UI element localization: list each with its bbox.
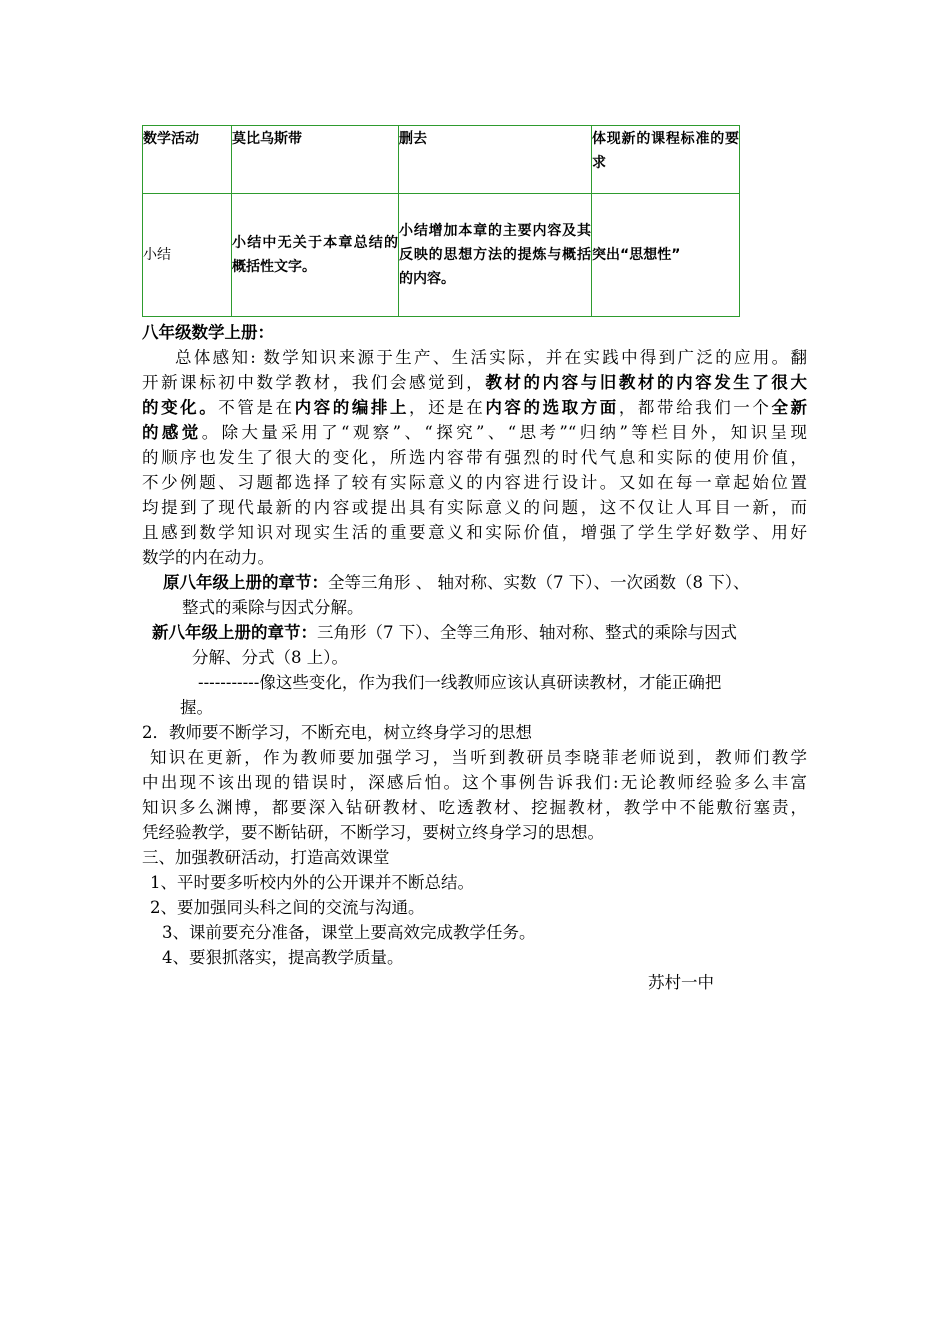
signature: 苏村一中 — [648, 973, 714, 992]
list-item: 1、平时要多听校内外的公开课并不断总结。 — [150, 873, 474, 892]
list-item: 3、课前要充分准备，课堂上要高效完成教学任务。 — [162, 923, 536, 942]
paragraph-line: 且感到数学知识对现实生活的重要意义和实际价值，增强了学生学好数学、用好 — [142, 523, 807, 542]
paragraph-line: 中出现不该出现的错误时，深感后怕。这个事例告诉我们:无论教师经验多么丰富 — [142, 773, 807, 792]
text-run: 开新课标初中数学教材，我们会感觉到， — [142, 373, 486, 392]
table-cell: 小结增加本章的主要内容及其反映的思想方法的提炼与概括的内容。 — [399, 194, 592, 317]
text-run: ，还是在 — [409, 398, 486, 417]
paragraph-line: 不少例题、习题都选择了较有实际意义的内容进行设计。又如在每一章起始位置 — [142, 473, 807, 492]
paragraph-line — [142, 370, 807, 395]
text-run-bold: 的变化。 — [142, 398, 219, 417]
old-chapters-line: 整式的乘除与因式分解。 — [182, 598, 364, 617]
paragraph-line: 凭经验教学，要不断钻研，不断学习，要树立终身学习的思想。 — [142, 823, 604, 842]
list-item: 2、要加强同头科之间的交流与沟通。 — [150, 898, 425, 917]
old-chapters-line — [163, 570, 749, 595]
table-row — [143, 126, 740, 194]
remark-line: 握。 — [180, 698, 213, 717]
text-run-bold: 教材的内容与旧教材的内容发生了很大 — [485, 373, 808, 392]
text-run-bold: 内容的编排上 — [294, 398, 410, 417]
new-chapters-line: 分解、分式（8 上）。 — [192, 648, 348, 667]
new-chapters-line — [152, 620, 737, 645]
table-cell: 体现新的课程标准的要求 — [592, 126, 740, 194]
old-chapters-label: 原八年级上册的章节： — [163, 573, 328, 592]
table-cell: 删去 — [399, 126, 592, 194]
new-chapters-label: 新八年级上册的章节： — [152, 623, 317, 642]
list-item: 4、要狠抓落实，提高教学质量。 — [162, 948, 404, 967]
section-title: 2．教师要不断学习，不断充电，树立终身学习的思想 — [142, 723, 532, 742]
text-run: 。除大量采用了“观察”、“探究”、“思考”“归纳”等栏目外，知识呈现 — [201, 423, 807, 442]
table-cell: 莫比乌斯带 — [232, 126, 399, 194]
paragraph-line: 的顺序也发生了很大的变化，所选内容带有强烈的时代气息和实际的使用价值， — [142, 448, 807, 467]
text-run: ，都带给我们一个 — [618, 398, 772, 417]
section-title: 三、加强教研活动，打造高效课堂 — [142, 848, 390, 867]
new-chapters-text: 三角形（7 下）、全等三角形、轴对称、整式的乘除与因式 — [317, 623, 737, 642]
text-run: 不管是在 — [218, 398, 295, 417]
remark-line: -----------像这些变化，作为我们一线教师应该认真研读教材，才能正确把 — [198, 673, 722, 692]
table-cell: 数学活动 — [143, 126, 232, 194]
text-run-bold: 的感觉 — [142, 423, 202, 442]
table-cell: 突出“思想性” — [592, 194, 740, 317]
paragraph-line: 均提到了现代最新的内容或提出具有实际意义的问题，这不仅让人耳目一新，而 — [142, 498, 807, 517]
table-cell: 小结中无关于本章总结的概括性文字。 — [232, 194, 399, 317]
paragraph-line: 总体感知: 数学知识来源于生产、生活实际，并在实践中得到广泛的应用。翻 — [175, 348, 807, 367]
old-chapters-text: 全等三角形 、 轴对称、实数（7 下）、一次函数（8 下）、 — [328, 573, 750, 592]
paragraph-line: 知识多么渊博，都要深入钻研教材、吃透教材、挖掘教材，教学中不能敷衍塞责， — [142, 798, 807, 817]
text-run-bold: 全新 — [771, 398, 808, 417]
comparison-table — [142, 125, 740, 317]
table-cell: 小结 — [143, 194, 232, 317]
paragraph-line — [142, 395, 807, 420]
paragraph-line: 数学的内在动力。 — [142, 548, 274, 567]
table-row — [143, 194, 740, 317]
paragraph-line — [142, 420, 807, 445]
heading: 八年级数学上册： — [142, 323, 274, 342]
paragraph-line: 知识在更新，作为教师要加强学习，当听到教研员李晓菲老师说到，教师们教学 — [150, 748, 807, 767]
text-run-bold: 内容的选取方面 — [485, 398, 619, 417]
